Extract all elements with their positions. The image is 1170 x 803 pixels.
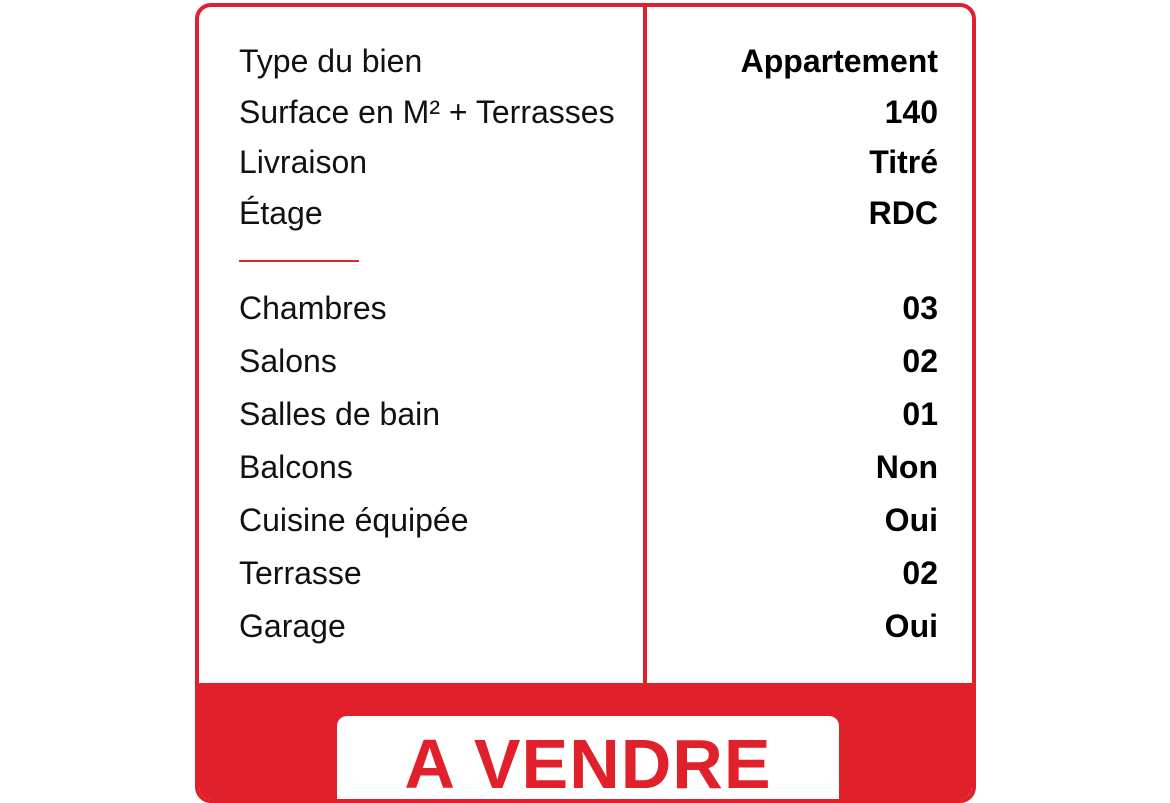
section-separator bbox=[239, 260, 359, 262]
property-card bbox=[195, 3, 976, 803]
label-balcons: Balcons bbox=[239, 449, 353, 485]
value-cuisine: Oui bbox=[884, 502, 938, 538]
sale-banner bbox=[199, 683, 972, 803]
value-surface: 140 bbox=[884, 94, 938, 130]
value-livraison: Titré bbox=[869, 144, 938, 180]
label-type: Type du bien bbox=[239, 43, 423, 79]
label-terrasse: Terrasse bbox=[239, 555, 362, 591]
value-etage: RDC bbox=[868, 195, 938, 231]
label-surface: Surface en M² + Terrasses bbox=[239, 94, 615, 130]
value-type: Appartement bbox=[740, 43, 938, 79]
label-salons: Salons bbox=[239, 343, 337, 379]
value-chambres: 03 bbox=[902, 290, 938, 326]
value-salles-de-bain: 01 bbox=[902, 396, 938, 432]
value-terrasse: 02 bbox=[902, 555, 938, 591]
sale-banner-box bbox=[337, 716, 839, 803]
value-salons: 02 bbox=[902, 343, 938, 379]
label-salles-de-bain: Salles de bain bbox=[239, 396, 441, 432]
value-garage: Oui bbox=[884, 608, 938, 644]
column-divider bbox=[643, 7, 647, 683]
label-cuisine: Cuisine équipée bbox=[239, 502, 469, 538]
label-garage: Garage bbox=[239, 608, 346, 644]
value-balcons: Non bbox=[875, 449, 938, 485]
label-livraison: Livraison bbox=[239, 144, 368, 180]
sale-banner-text: A VENDRE bbox=[404, 725, 772, 803]
label-etage: Étage bbox=[239, 195, 323, 231]
label-chambres: Chambres bbox=[239, 290, 387, 326]
